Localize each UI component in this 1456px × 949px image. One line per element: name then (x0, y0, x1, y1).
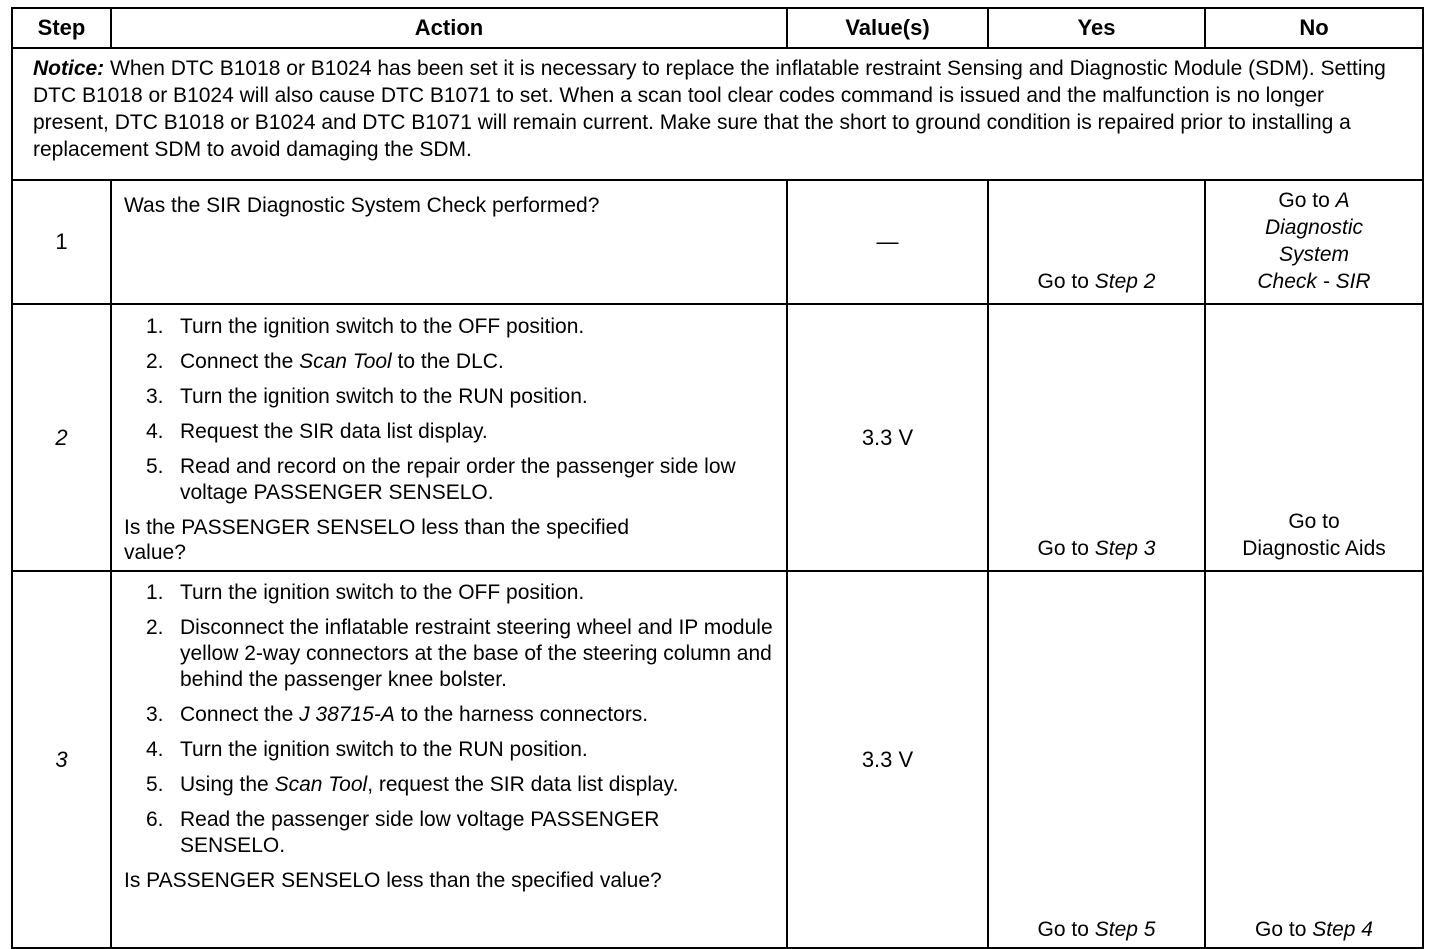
item-number: 3. (146, 385, 164, 408)
action-cell (111, 571, 787, 948)
yes-cell (988, 571, 1205, 948)
item-text: Read and record on the repair order the passenger side low voltage PASSENGER SENSELO. (180, 455, 736, 504)
yes-action[interactable] (989, 535, 1204, 562)
no-action[interactable] (1206, 187, 1422, 295)
question-text: Was the SIR Diagnostic System Check performed? (124, 194, 600, 217)
yes-link[interactable]: Step 5 (1094, 918, 1156, 941)
item-number: 1. (146, 315, 164, 338)
no-cell (1205, 571, 1423, 948)
notice-row (12, 48, 1423, 180)
table-row-step-1 (12, 180, 1423, 304)
yes-cell (988, 304, 1205, 571)
item-text: Request the SIR data list display. (180, 420, 488, 443)
no-prefix: Go to (1255, 918, 1313, 941)
yes-prefix: Go to (1037, 918, 1095, 941)
item-number: 1. (146, 581, 164, 604)
item-number: 3. (146, 703, 164, 726)
list-item (112, 737, 786, 763)
diagnostic-table (11, 7, 1424, 949)
header-row (12, 8, 1423, 48)
yes-prefix: Go to (1037, 270, 1095, 293)
yes-action[interactable] (989, 916, 1204, 943)
list-item (112, 615, 786, 693)
step-number: 3 (12, 571, 111, 948)
action-cell (111, 304, 787, 571)
no-link[interactable]: Diagnostic Aids (1242, 537, 1386, 560)
table-row-step-3 (12, 571, 1423, 948)
value-cell: 3.3 V (787, 571, 988, 948)
no-action[interactable] (1206, 508, 1422, 562)
yes-prefix: Go to (1037, 537, 1095, 560)
item-text-after: to the DLC. (391, 350, 504, 373)
item-number: 2. (146, 616, 164, 639)
step-number: 1 (12, 180, 111, 304)
list-item (112, 314, 786, 340)
table-row-step-2 (12, 304, 1423, 571)
list-item (112, 384, 786, 410)
item-number: 6. (146, 808, 164, 831)
item-emphasis: J 38715-A (299, 703, 395, 726)
item-text: Turn the ignition switch to the OFF position. (180, 315, 585, 338)
item-number: 4. (146, 738, 164, 761)
value-cell: — (787, 180, 988, 304)
no-link-line-2[interactable]: Diagnostic (1264, 216, 1364, 239)
item-text: Read the passenger side low voltage PASSENGER SENSELO. (180, 808, 660, 857)
header-yes: Yes (988, 8, 1205, 48)
yes-action[interactable] (989, 268, 1204, 295)
no-link[interactable]: Step 4 (1312, 918, 1373, 941)
item-text-after: , request the SIR data list display. (367, 773, 679, 796)
header-action: Action (111, 8, 787, 48)
no-cell (1205, 304, 1423, 571)
item-emphasis: Scan Tool (274, 773, 368, 796)
header-step: Step (12, 8, 111, 48)
no-link-line-1[interactable]: A (1335, 189, 1350, 212)
notice-label: Notice: (33, 57, 105, 80)
item-text-after: to the harness connectors. (394, 703, 649, 726)
item-text: Turn the ignition switch to the RUN position. (180, 385, 588, 408)
item-number: 2. (146, 350, 164, 373)
action-steps (112, 580, 786, 859)
item-text: Disconnect the inflatable restraint steering wheel and IP module yellow 2-way connectors at the base of the steering column and behind the passenger knee bolster. (180, 616, 773, 691)
item-text: Turn the ignition switch to the RUN position. (180, 738, 588, 761)
header-values: Value(s) (787, 8, 988, 48)
no-cell (1205, 180, 1423, 304)
item-text: Using the (180, 773, 275, 796)
yes-link[interactable]: Step 2 (1094, 270, 1156, 293)
list-item (112, 772, 786, 798)
question-text: Is PASSENGER SENSELO less than the specified value? (124, 869, 662, 892)
question-text: Is the PASSENGER SENSELO less than the specified value? (124, 516, 630, 564)
item-number: 4. (146, 420, 164, 443)
list-item (112, 702, 786, 728)
item-text: Connect the (180, 703, 300, 726)
list-item (112, 807, 786, 859)
yes-cell (988, 180, 1205, 304)
action-cell (111, 180, 787, 304)
item-text: Connect the (180, 350, 300, 373)
list-item (112, 580, 786, 606)
value-cell: 3.3 V (787, 304, 988, 571)
notice-cell (12, 48, 1423, 180)
item-text: Turn the ignition switch to the OFF position. (180, 581, 585, 604)
step-number: 2 (12, 304, 111, 571)
no-action[interactable] (1206, 916, 1422, 943)
no-link-line-3[interactable]: System (1278, 243, 1349, 266)
no-prefix: Go to (1278, 189, 1336, 212)
action-steps (112, 314, 786, 506)
list-item (112, 454, 786, 506)
item-emphasis: Scan Tool (299, 350, 392, 373)
no-line-1: Go to (1288, 510, 1340, 533)
yes-link[interactable]: Step 3 (1094, 537, 1156, 560)
item-number: 5. (146, 773, 164, 796)
notice-text: When DTC B1018 or B1024 has been set it is necessary to replace the inflatable restraint Sensing and Diagnostic Module (SDM). Setting DTC B1018 or B1024 will also cause DTC B1071 to set. When a scan tool clear codes command is issued and the malfunction is no longer present, DTC B1018 or B1024 and DTC B1071 will remain current. Make sure that the short to ground condition is repaired prior to installing a replacement SDM to avoid damaging the SDM. (33, 57, 1386, 161)
header-no: No (1205, 8, 1423, 48)
list-item (112, 349, 786, 375)
no-link-line-4[interactable]: Check - SIR (1257, 270, 1371, 293)
item-number: 5. (146, 455, 164, 478)
list-item (112, 419, 786, 445)
